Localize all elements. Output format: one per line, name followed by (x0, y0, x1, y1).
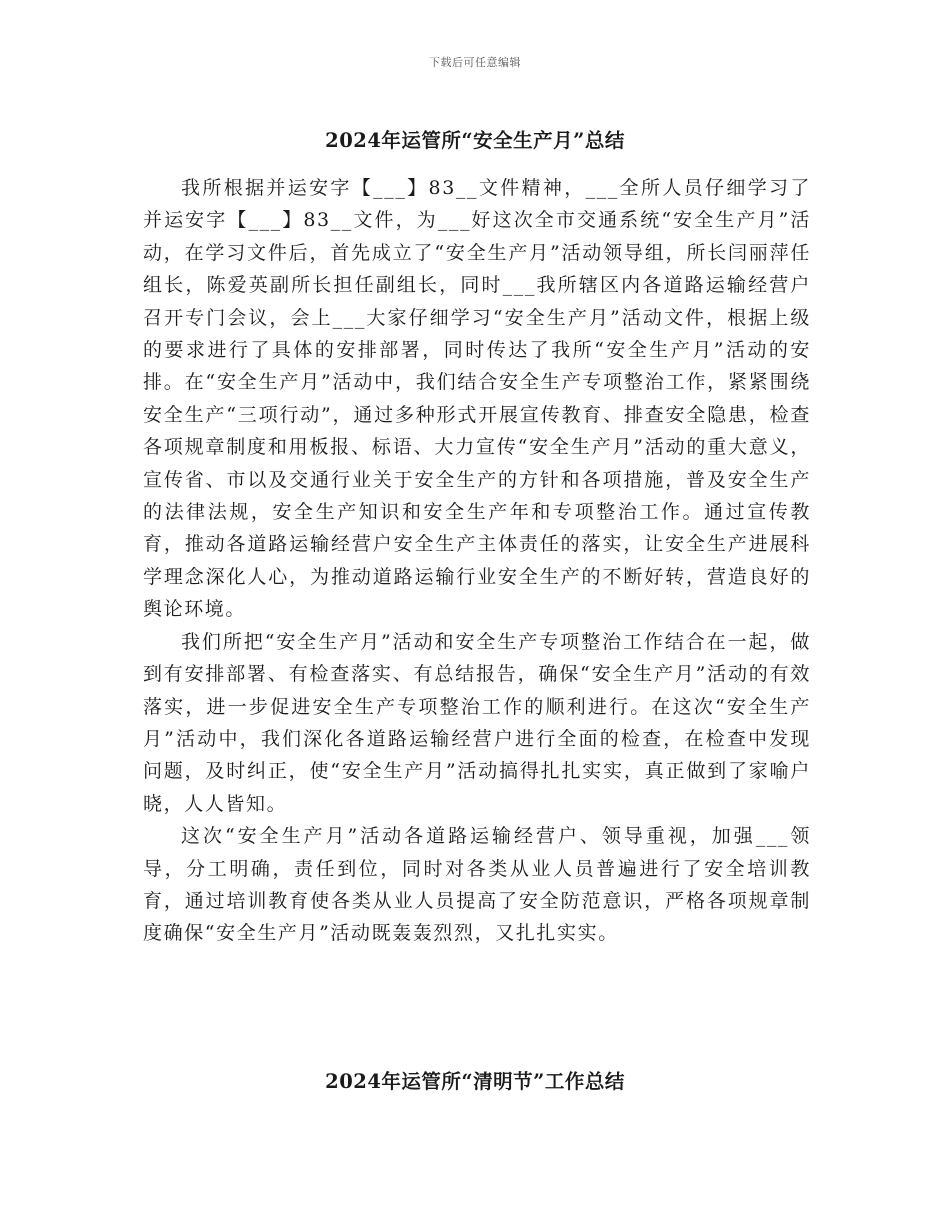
page-header-note: 下载后可任意编辑 (429, 56, 521, 69)
document-title: 2024年运管所“安全生产月”总结 (325, 129, 625, 152)
body-paragraph-3: 这次“安全生产月”活动各道路运输经营户、领导重视，加强___领导，分工明确，责任到位，同时对各类从业人员普遍进行了安全培训教育，通过培训教育使各类从业人员提高了安全防范意识，严格各项规章制度确保“安全生产月”活动既轰轰烈烈，又扎扎实实。 (143, 825, 811, 945)
next-section-title: 2024年运管所“清明节”工作总结 (325, 1070, 625, 1093)
body-paragraph-1: 我所根据并运安字【___】83__文件精神，___全所人员仔细学习了并运安字【___】83__文件，为___好这次全市交通系统“安全生产月”活动，在学习文件后，首先成立了“安全生产月”活动领导组，所长闫丽萍任组长，陈爱英副所长担任副组长，同时___我所辖区内各道路运输经营户召开专门会议，会上___大家仔细学习“安全生产月”活动文件，根据上级的要求进行了具体的安排部署，同时传达了我所“安全生产月”活动的安排。在“安全生产月”活动中，我们结合安全生产专项整治工作，紧紧围绕安全生产“三项行动”，通过多种形式开展宣传教育、排查安全隐患，检查各项规章制度和用板报、标语、大力宣传“安全生产月”活动的重大意义，宣传省、市以及交通行业关于安全生产的方针和各项措施，普及安全生产的法律法规，安全生产知识和安全生产年和专项整治工作。通过宣传教育，推动各道路运输经营户安全生产主体责任的落实，让安全生产进展科学理念深化人心，为推动道路运输行业安全生产的不断好转，营造良好的舆论环境。 (143, 177, 811, 621)
body-paragraph-2: 我们所把“安全生产月”活动和安全生产专项整治工作结合在一起，做到有安排部署、有检查落实、有总结报告，确保“安全生产月”活动的有效落实，进一步促进安全生产专项整治工作的顺利进行。在这次“安全生产月”活动中，我们深化各道路运输经营户进行全面的检查，在检查中发现问题，及时纠正，使“安全生产月”活动搞得扎扎实实，真正做到了家喻户晓，人人皆知。 (143, 630, 811, 815)
document-body (143, 172, 811, 950)
